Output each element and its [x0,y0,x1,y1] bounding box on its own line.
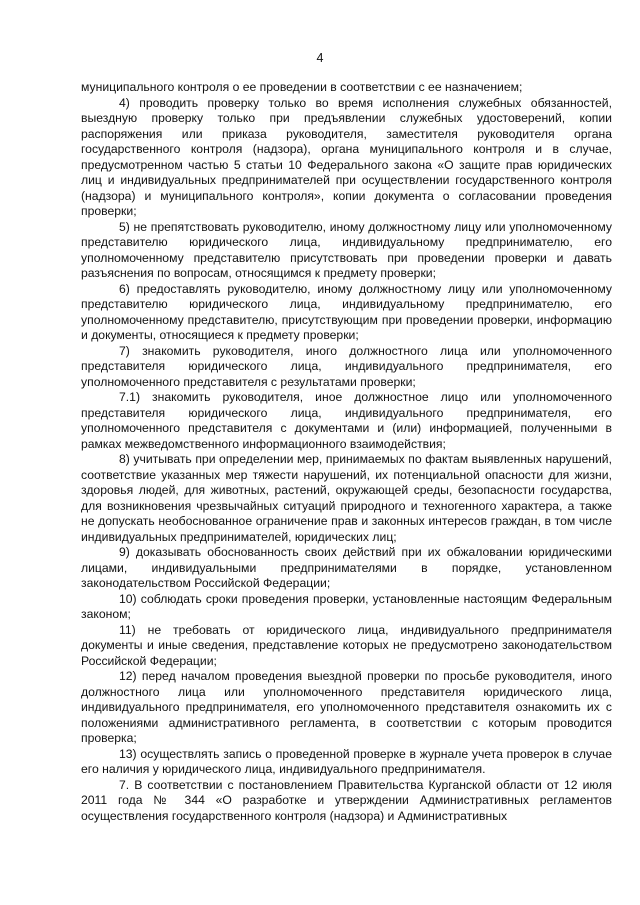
paragraph-item-7-1: 7.1) знакомить руководителя, иное должностное лицо или уполномоченного представителя юридического лица, индивидуального предпринимателя, его уполномоченного представителя с документами и (или) информацией, полученными в рамках межведомственного информационного взаимодействия; [81,390,612,451]
paragraph-item-9: 9) доказывать обоснованность своих действий при их обжаловании юридическими лицами, индивидуальными предпринимателями в порядке, установленном законодательством Российской Федерации; [81,545,612,590]
page-number: 4 [316,51,324,65]
paragraph-continuation: муниципального контроля о ее проведении в соответствии с ее назначением; [81,80,523,94]
document-body [81,80,612,824]
paragraph-item-8: 8) учитывать при определении мер, принимаемых по фактам выявленных нарушений, соответствие указанных мер тяжести нарушений, их потенциальной опасности для жизни, здоровья людей, для животных, растений, окружающей среды, безопасности государства, для возникновения чрезвычайных ситуаций природного и техногенного характера, а также не допускать необоснованное ограничение прав и законных интересов граждан, в том числе индивидуальных предпринимателей, юридических лиц; [81,452,612,544]
paragraph-item-11: 11) не требовать от юридического лица, индивидуального предпринимателя документы и иные сведения, представление которых не предусмотрено законодательством Российской Федерации; [81,622,612,668]
paragraph-item-6: 6) предоставлять руководителю, иному должностному лицу или уполномоченному представителю юридического лица, индивидуальному предпринимателю, его уполномоченному представителю, присутствующим при проведении проверки, информацию и документы, относящиеся к предмету проверки; [81,281,612,342]
paragraph-item-5: 5) не препятствовать руководителю, иному должностному лицу или уполномоченному представителю юридического лица, индивидуальному предпринимателю, его уполномоченному представителю присутствовать при проведении проверки и давать разъяснения по вопросам, относящимся к предмету проверки; [81,219,612,280]
paragraph-section-7: 7. В соответствии с постановлением Правительства Курганской области от 12 июля 2011 года № 344 «О разработке и утверждении Административных регламентов осуществления государственного контроля (надзора) и Административных [81,777,612,823]
paragraph-item-7: 7) знакомить руководителя, иного должностного лица или уполномоченного представителя юридического лица, индивидуального предпринимателя, его уполномоченного представителя с результатами проверки; [81,343,612,389]
paragraph-item-13: 13) осуществлять запись о проведенной проверке в журнале учета проверок в случае его наличия у юридического лица, индивидуального предпринимателя. [81,746,612,776]
paragraph-item-10: 10) соблюдать сроки проведения проверки, установленные настоящим Федеральным законом; [81,591,612,621]
paragraph-item-4: 4) проводить проверку только во время исполнения служебных обязанностей, выездную проверку только при предъявлении служебных удостоверений, копии распоряжения или приказа руководителя, заместителя руководителя органа государственного контроля (надзора), органа муниципального контроля и в случае, предусмотренном частью 5 статьи 10 Федерального закона «О защите прав юридических лиц и индивидуальных предпринимателей при осуществлении государственного контроля (надзора) и муниципального контроля», копии документа о согласовании проведения проверки; [81,95,612,218]
paragraph-item-12: 12) перед началом проведения выездной проверки по просьбе руководителя, иного должностного лица или уполномоченного представителя юридического лица, индивидуального предпринимателя, его уполномоченного представителя ознакомить их с положениями административного регламента, в соответствии с которым проводится проверка; [81,669,612,745]
